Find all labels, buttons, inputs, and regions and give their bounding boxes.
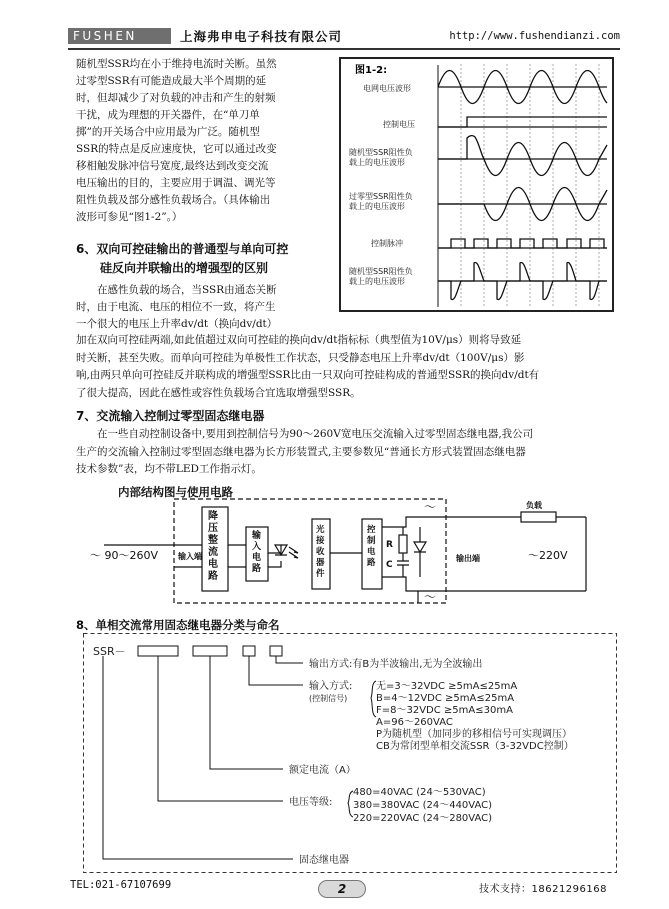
label-grid-voltage: 电网电压波形: [363, 84, 411, 93]
intro-paragraph: [76, 56, 328, 226]
input-option: 无=3～32VDC ≥5mA≤25mA: [376, 681, 518, 692]
leader-ssr: [103, 656, 293, 859]
leader-voltage: [158, 656, 283, 801]
triac-icon: [414, 527, 426, 577]
website-url[interactable]: http://www.fushendianzi.com: [449, 30, 620, 42]
brand-logo: FUSHEN: [68, 28, 171, 44]
text-line: 加在双向可控硅两端,如此值超过双向可控硅的换向dv/dt指标标（典型值为10V/μs）则将导致延: [76, 334, 522, 346]
control-signal-text: (控制信号): [309, 694, 348, 703]
text-line: SSR的特点是反应速度快，它可以通过改变: [76, 143, 277, 155]
page-number: 2: [318, 880, 366, 898]
leader-output: [276, 656, 303, 663]
footer-telephone: TEL:021-67107699: [70, 879, 172, 891]
code-box-current: [193, 646, 227, 656]
naming-svg: [83, 633, 617, 873]
text-line: 随机型SSR均在小于维持电流时关断。虽然: [76, 58, 277, 70]
internal-circuit-diagram: [76, 497, 616, 609]
ssr-name-text: 固态继电器: [299, 855, 349, 866]
rated-current-text: 额定电流（A）: [289, 765, 356, 776]
block-control-label: 控制电路: [367, 525, 376, 568]
label-random-ssr-1a: 随机型SSR阻性负: [349, 148, 413, 157]
label-random-ssr-1b: 载上的电压波形: [349, 158, 405, 167]
label-control-voltage: 控制电压: [383, 120, 415, 129]
label-random-ssr-2b: 载上的电压波形: [349, 277, 405, 286]
waveform-labels: [349, 83, 415, 286]
text-line: 一个很大的电压上升率dv/dt（换向dv/dt）: [76, 318, 278, 330]
input-option: CB为常闭型单相交流SSR（3-32VDC控制）: [376, 741, 574, 752]
text-line: 阻性负载及部分感性负载场合。（具体输出: [76, 194, 271, 206]
phase-gridlines: [461, 64, 599, 307]
company-name: 上海弗申电子科技有限公司: [180, 29, 343, 44]
text-line: 时关断，甚至失败。而单向可控硅为单极性工作状态，只受静态电压上升率dv/dt（100V/μs）影: [76, 351, 525, 364]
section-6-heading: [76, 240, 336, 278]
text-line: 干扰，成为理想的开关器件，在“单刀单: [76, 109, 260, 121]
wire-output: [382, 517, 446, 591]
text-line: 生产的交流输入控制过零型固态继电器为长方形装置式,主要参数见“普通长方形式装置固态继电器: [76, 445, 526, 458]
capacitor-label: C: [386, 560, 393, 570]
control-voltage-wave: [438, 117, 607, 127]
ac-symbol-bottom: ～: [424, 590, 437, 604]
input-mode-text: 输入方式:: [309, 681, 353, 692]
code-box-voltage: [138, 646, 178, 656]
section-7-heading: 7、交流输入控制过零型固态继电器: [76, 409, 265, 423]
input-option: F=8～32VDC ≥5mA≤30mA: [376, 705, 513, 716]
random-ssr-wave: [438, 136, 607, 176]
text-line: 响,由两只单向可控硅反并联构成的增强型SSR比由一只双向可控硅构成的普通型SSR的换向dv/dt有: [76, 369, 540, 381]
text-line: 掷”的开关场合中应用最为广泛。随机型: [76, 126, 260, 138]
voltage-option: 380=380VAC (24～440VAC): [353, 800, 493, 811]
voltage-option: 480=40VAC (24～530VAC): [353, 787, 486, 798]
resistor-label: R: [386, 540, 393, 550]
voltage-grade-text: 电压等级:: [289, 797, 333, 808]
input-option: P为随机型（加同步的移相信号可实现调压）: [376, 729, 573, 740]
label-zero-ssr-b: 载上的电压波形: [349, 202, 405, 211]
input-option: A=96～260VAC: [376, 717, 453, 728]
text-line: 技术参数”表，均不带LED工作指示灯。: [76, 463, 262, 475]
text-line: 过零型SSR有可能造成最大半个周期的延: [76, 75, 267, 87]
label-zero-ssr-a: 过零型SSR阻性负: [349, 192, 413, 201]
waveform-diagram: [341, 59, 612, 310]
naming-diagram: [83, 633, 617, 873]
text-line: 时，由于电流、电压的相位不一致，将产生: [76, 301, 276, 313]
block-rectifier-label: 降压整流电路: [208, 511, 218, 582]
text-line: 时，但却减少了对负载的冲击和产生的射频: [76, 92, 276, 104]
code-box-input: [243, 646, 255, 656]
block-receiver-label: 光接收器件: [316, 525, 325, 579]
text-line: 波形可参见“图1-2”。）: [76, 211, 183, 223]
heading-line: 6、双向可控硅输出的普通型与单向可控: [76, 242, 289, 256]
code-box-output: [270, 646, 282, 656]
leader-current: [210, 656, 283, 769]
wire-rectifier-input: [228, 545, 246, 567]
section-8-heading: 8、单相交流常用固态继电器分类与命名: [76, 618, 280, 632]
output-voltage-label: ～220V: [528, 549, 568, 562]
ac-symbol-top: ～: [424, 500, 437, 514]
input-voltage-label: ～ 90～260V: [90, 549, 159, 562]
section-6-continuation: [76, 332, 612, 402]
resistor-icon: [399, 535, 407, 553]
figure-title: 图1-2:: [355, 65, 388, 76]
text-line: 电压输出的目的，主要应用于调温、调光等: [76, 177, 276, 189]
input-option: B=4～12VDC ≥5mA≤25mA: [376, 693, 515, 704]
section-7-paragraph: [76, 426, 612, 479]
text-line: 在一些自动控制设备中,要用到控制信号为90～260V宽电压交流输入过零型固态继电器,我公司: [97, 428, 534, 440]
circuit-title: 内部结构图与使用电路: [118, 485, 233, 499]
page-header: [68, 26, 620, 48]
input-terminal-label: 输入端: [178, 552, 202, 561]
control-pulse-wave: [438, 239, 607, 248]
load-label: 负载: [526, 501, 542, 510]
section-6-paragraph: [76, 282, 334, 333]
figure-1-2: [339, 57, 614, 312]
footer-support: 技术支持：18621296168: [479, 884, 607, 895]
output-mode-text: 输出方式:有B为半波输出,无为全波输出: [309, 659, 483, 670]
load-icon: [521, 512, 556, 522]
label-random-ssr-2a: 随机型SSR阻性负: [349, 267, 413, 276]
heading-line: 硅反向并联输出的增强型的区别: [100, 261, 269, 275]
circuit-svg: [76, 497, 616, 609]
text-line: 了很大提高，因此在感性或容性负载场合宜选取增强型SSR。: [76, 386, 361, 399]
text-line: 移相触发脉冲信号宽度,最终达到改变交流: [76, 160, 269, 172]
header-divider: [68, 48, 620, 50]
wire-led: [268, 545, 281, 567]
ssr-prefix: SSR－: [93, 645, 126, 658]
output-terminal-label: 输出端: [456, 554, 480, 563]
voltage-option: 220=220VAC (24～280VAC): [353, 813, 493, 824]
block-input-label: 输入电路: [252, 531, 262, 574]
text-line: 在感性负载的场合，当SSR由通态关断: [97, 284, 277, 296]
label-control-pulse: 控制脉冲: [371, 239, 403, 248]
